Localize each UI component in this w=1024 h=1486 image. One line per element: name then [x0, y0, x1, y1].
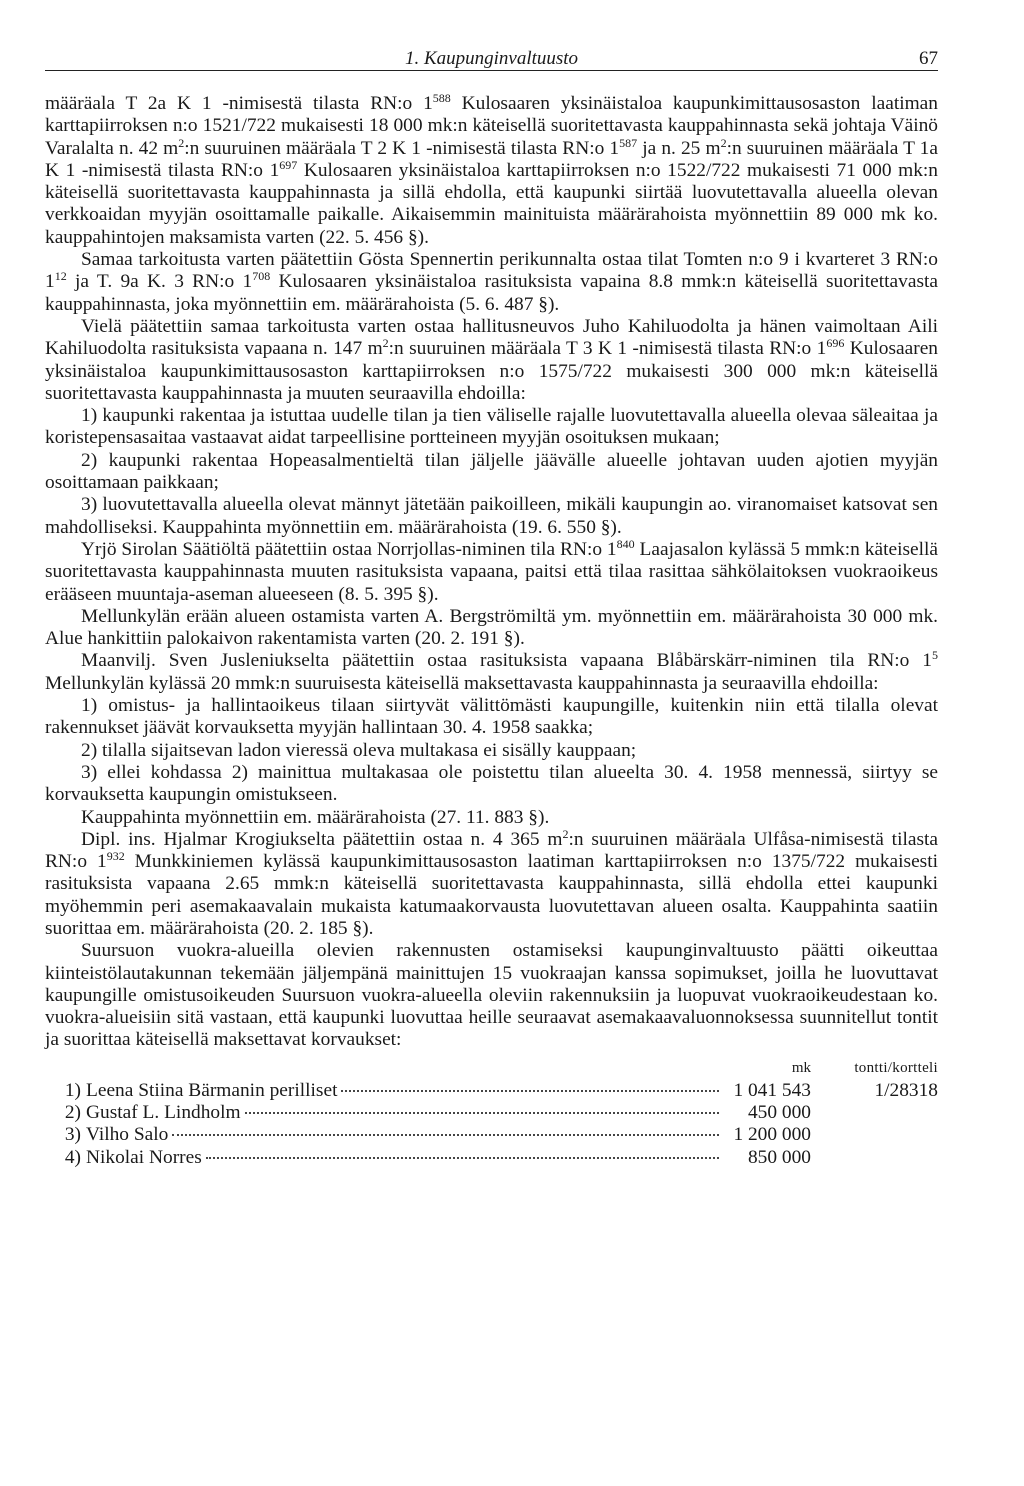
table-row [45, 1080, 938, 1102]
column-header-plot: tontti/kortteli [854, 1060, 938, 1077]
row-amount: 1 200 000 [733, 1124, 811, 1146]
paragraph: Kauppahinta myönnettiin em. määrärahoista (27. 11. 883 §). [81, 806, 550, 828]
list-item: 2) tilalla sijaitsevan ladon vieressä oleva multakasa ei sisälly kauppaan; [81, 739, 637, 761]
row-amount: 1 041 543 [733, 1079, 811, 1101]
row-name: Gustaf L. Lindholm [86, 1102, 241, 1124]
paragraph: Suursuon vuokra-alueilla olevien rakennusten ostamiseksi kaupunginvaltuusto päätti oikeuttaa kiinteistölautakunnan tekemään jäljempänä mainittujen 15 vuokraajan kanssa sopimukset, joilla he luovuttavat kaupungille omistusoikeuden Suursuon vuokra-alueella oleviin rakennuksiin ja luopuvat vuokraoikeudestaan ko. vuokra-alueisiin sitä vastaan, että kaupunki luovuttaa heille seuraavat asemakaavaluonnoksessa suunnitellut tontit ja suorittaa käteisellä maksettavat korvaukset: [45, 940, 938, 1051]
paragraph: Vielä päätettiin samaa tarkoitusta varten ostaa hallitusneuvos Juho Kahiluodolta ja hänen vaimoltaan Aili Kahiluodolta rasituksista vapaana n. 147 $m^2:n$ suuruinen määräala T 3 K 1 -nimisestä tilasta RN:o $1^{696}$ Kulosaaren yksinäistaloa kaupunkimittausosaston karttapiirroksen n:o 1575/722 mukaisesti 300 000 mk:n käteisellä suoritettavasta kauppahinnasta ja muuten seuraavilla ehdoilla: [45, 315, 938, 404]
leader-dots [206, 1157, 719, 1159]
paragraph: Samaa tarkoitusta varten päätettiin Gösta Spennertin perikunnalta ostaa tilat Tomten n:o 9 i kvarteret 3 RN:o $1^{12}$ ja T. 9a K. 3 RN:o $1^{708}$ Kulosaaren yksinäistaloa rasituksista vapaina 8.8 mmk:n käteisellä suoritettavasta kauppahinnasta, joka myönnettiin em. määrärahoista (5. 6. 487 §). [45, 249, 938, 315]
list-item: 3) ellei kohdassa 2) mainittua multakasaa ole poistettu tilan alueelta 30. 4. 1958 mennessä, siirtyy se korvauksetta kaupungin omistukseen. [45, 761, 938, 806]
row-name: Vilho Salo [86, 1124, 169, 1146]
row-name: Nikolai Norres [86, 1146, 202, 1168]
row-index: 3) [64, 1124, 81, 1146]
table-row [45, 1102, 938, 1124]
compensation-table [45, 1058, 938, 1169]
row-amount: 450 000 [747, 1102, 811, 1124]
page-number: 67 [919, 48, 938, 69]
table-header [45, 1058, 938, 1080]
paragraph: Dipl. ins. Hjalmar Krogiukselta päätettiin ostaa n. 4 365 $m^2:n$ suuruinen määräala Ulfåsa-nimisestä tilasta RN:o $1^{932}$ Munkkiniemen kylässä kaupunkimittausosaston laatiman karttapiirroksen n:o 1375/722 mukaisesti rasituksista vapaana 2.65 mmk:n käteisellä suoritettavasta kauppahinnasta, sillä ehdolla ettei kaupunki myöhemmin peri asemakaavalain mukaista katumaakorvausta luovutettavan alueen osalta. Kauppahinta saatiin suorittaa em. määrärahoista (20. 2. 185 §). [45, 826, 939, 939]
table-row [45, 1124, 938, 1146]
running-title: 1. Kaupunginvaltuusto [404, 48, 579, 69]
paragraph: Mellunkylän erään alueen ostamista varten A. Bergströmiltä ym. myönnettiin em. määrärahoista 30 000 mk. Alue hankittiin palokaivon rakentamista varten (20. 2. 191 §). [45, 605, 938, 650]
row-plot: 1/28318 [874, 1079, 938, 1101]
paragraph: Maanvilj. Sven Jusleniukselta päätettiin ostaa rasituksista vapaana Blåbärskärr-niminen tila RN:o $1^5$ Mellunkylän kylässä 20 mmk:n suuruisesta käteisellä maksettavasta kauppahinnasta ja seuraavilla ehdoilla: [45, 648, 938, 694]
paragraph: määräala T 2a K 1 -nimisestä tilasta RN:o $1^{588}$ Kulosaaren yksinäistaloa kaupunkimittausosaston laatiman karttapiirroksen n:o 1521/722 mukaisesti 18 000 mk:n käteisellä suoritettavasta kauppahinnasta sekä johtaja Väinö Varalalta n. 42 $m^2:n$ suuruinen määräala T 2 K 1 -nimisestä tilasta RN:o $1^{587}$ ja n. 25 $m^2:n$ suuruinen määräala T 1a K 1 -nimisestä tilasta RN:o $1^{697}$ Kulosaaren yksinäistaloa karttapiirroksen n:o 1522/722 mukaisesti 71 000 mk:n käteisellä suoritettavasta kauppahinnasta ja sillä ehdolla, että kaupunki siirtää luovutettavalla alueella olevan verkkoaidan myyjän osoittamalle paikalle. Aikaisemmin mainituista määrärahoista myönnettiin 89 000 mk ko. kauppahintojen maksamista varten (22. 5. 456 §). [45, 91, 938, 248]
paragraph: Yrjö Sirolan Säätiöltä päätettiin ostaa Norrjollas-niminen tila RN:o $1^{840}$ Laajasalon kylässä 5 mmk:n käteisellä suoritettavasta kauppahinnasta muuten rasituksista vapaana, paitsi että tilaa rasittaa sähkölaitoksen vuokraoikeus erääseen muuntaja-aseman alueeseen (8. 5. 395 §). [45, 536, 938, 605]
list-item: 2) kaupunki rakentaa Hopeasalmentieltä tilan jäljelle jäävälle alueelle johtavan uuden ajotien myyjän osoittamaan paikkaan; [45, 449, 938, 494]
column-header-amount: mk [791, 1060, 811, 1077]
document-page [45, 40, 938, 1169]
leader-dots [245, 1112, 719, 1114]
list-item: 1) kaupunki rakentaa ja istuttaa uudelle tilan ja tien väliselle rajalle luovutettavalla alueella olevaa säleaitaa ja koristepensasaitaa vastaavat aidat tarpeellisine portteineen myyjän osoituksen mukaan; [45, 405, 938, 449]
body-text [45, 93, 938, 1052]
table-row [45, 1147, 938, 1169]
row-index: 1) [64, 1079, 81, 1101]
row-index: 4) [64, 1146, 81, 1168]
row-index: 2) [64, 1102, 81, 1124]
leader-dots [172, 1134, 719, 1136]
row-name: Leena Stiina Bärmanin perilliset [86, 1079, 338, 1101]
row-amount: 850 000 [747, 1146, 811, 1168]
running-header [45, 40, 938, 71]
list-item: 1) omistus- ja hallintaoikeus tilaan siirtyvät välittömästi kaupungille, kuitenkin niin että tilalla olevat rakennukset jäävät korvauksetta myyjän hallintaan 30. 4. 1958 saakka; [45, 695, 938, 739]
leader-dots [341, 1090, 719, 1092]
list-item: 3) luovutettavalla alueella olevat männyt jätetään paikoilleen, mikäli kaupungin ao. viranomaiset katsovat sen mahdolliseksi. Kauppahinta myönnettiin em. määrärahoista (19. 6. 550 §). [45, 494, 938, 538]
